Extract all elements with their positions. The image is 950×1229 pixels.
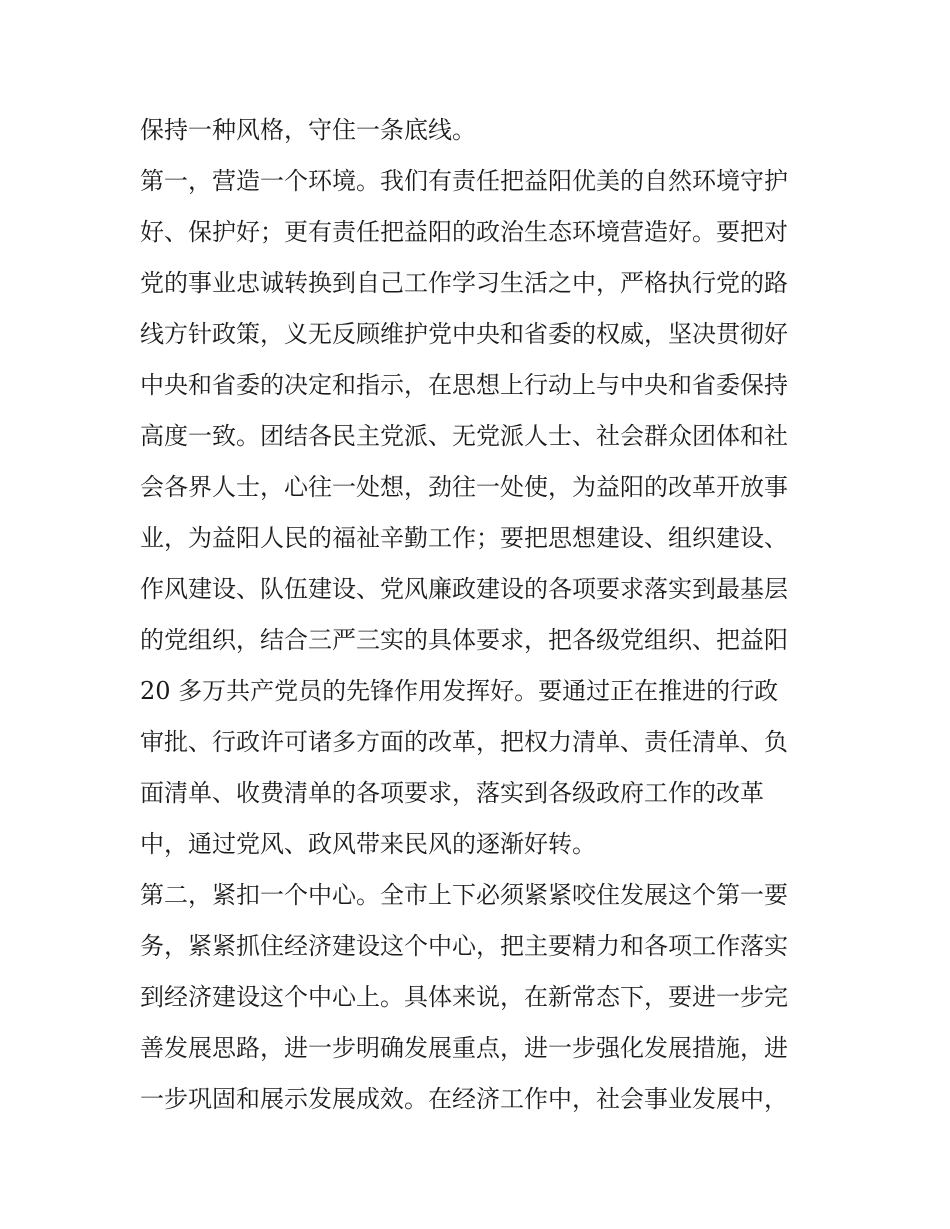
text-line: 到经济建设这个中心上。具体来说，在新常态下，要进一步完 [140,983,788,1011]
text-line: 一步巩固和展示发展成效。在经济工作中，社会事业发展中， [140,1085,788,1113]
text-line: 审批、行政许可诸多方面的改革，把权力清单、责任清单、负 [140,728,788,756]
text-line: 第一，营造一个环境。我们有责任把益阳优美的自然环境守护 [140,167,788,195]
text-line: 业，为益阳人民的福祉辛勤工作；要把思想建设、组织建设、 [140,524,788,552]
text-line: 会各界人士，心往一处想，劲往一处使，为益阳的改革开放事 [140,473,788,501]
text-line: 党的事业忠诚转换到自己工作学习生活之中，严格执行党的路 [140,269,788,297]
text-line: 保持一种风格，守住一条底线。 [140,116,476,144]
text-line: 面清单、收费清单的各项要求，落实到各级政府工作的改革 [140,779,764,807]
text-line: 好、保护好；更有责任把益阳的政治生态环境营造好。要把对 [140,218,788,246]
text-line: 的党组织，结合三严三实的具体要求，把各级党组织、把益阳 [140,626,788,654]
text-line: 善发展思路，进一步明确发展重点，进一步强化发展措施，进 [140,1034,788,1062]
text-line: 20 多万共产党员的先锋作用发挥好。要通过正在推进的行政 [140,677,779,705]
text-line: 第二，紧扣一个中心。全市上下必须紧紧咬住发展这个第一要 [140,881,788,909]
text-line: 作风建设、队伍建设、党风廉政建设的各项要求落实到最基层 [140,575,788,603]
text-line: 线方针政策，义无反顾维护党中央和省委的权威，坚决贯彻好 [140,320,788,348]
text-line: 中央和省委的决定和指示，在思想上行动上与中央和省委保持 [140,371,788,399]
body-text [140,108,820,1128]
text-line: 中，通过党风、政风带来民风的逐渐好转。 [140,830,596,858]
text-line: 务，紧紧抓住经济建设这个中心，把主要精力和各项工作落实 [140,932,788,960]
text-line: 高度一致。团结各民主党派、无党派人士、社会群众团体和社 [140,422,788,450]
